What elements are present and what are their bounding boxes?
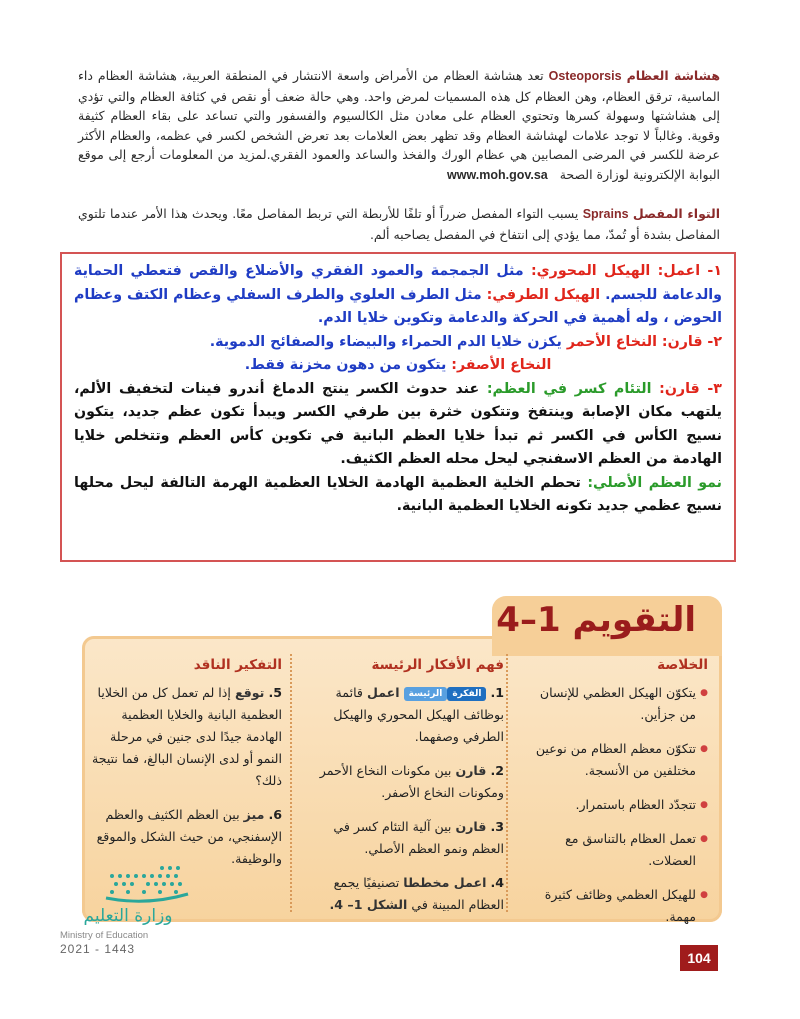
summary-heading: الخلاصة <box>657 657 708 673</box>
osteoporosis-term: هشاشة العظام <box>626 68 720 83</box>
summary-column <box>520 654 708 940</box>
moh-url[interactable]: www.moh.gov.sa <box>447 167 548 182</box>
question-4 <box>302 872 504 916</box>
question-text: بين العظم الكثيف والعظم الإسفنجي، من حيث الشكل والموقع والوظيفة. <box>96 807 282 866</box>
question-2 <box>302 760 504 804</box>
sprains-paragraph <box>78 204 720 244</box>
question-text: بين آلية التئام كسر في العظم ونمو العظم الأصلي. <box>333 819 504 856</box>
axial-skeleton-term: الهيكل المحوري: <box>531 263 651 279</box>
answer-1 <box>74 260 722 331</box>
answer-1-label: ١- اعمل: <box>657 263 722 279</box>
appendicular-skeleton-term: الهيكل الطرفي: <box>486 286 601 303</box>
ministry-name-arabic: وزارة التعليم <box>83 906 173 926</box>
question-verb: توقع <box>234 685 265 700</box>
figure-reference: الشكل 1– 4. <box>329 897 408 912</box>
question-verb: قارن <box>455 763 487 778</box>
question-number: 4. <box>490 875 504 890</box>
summary-item: ● تعمل العظام بالتناسق مع العضلات. <box>520 828 708 872</box>
bone-growth-text: تحطم الخلية العظمية الهادمة الخلايا العظمية الهرمة التالفة ليحل محلها نسيج عظمي جديد تكونه الخلايا العظمية البانية. <box>74 474 722 514</box>
question-5 <box>86 682 282 792</box>
ministry-logo <box>58 858 208 958</box>
appendicular-skeleton-text: مثل الطرف العلوي والطرف السفلي وعظام الكتف وعظام الحوض ، وله أهمية في الحركة والدعامة وتكوين خلايا الدم. <box>74 286 722 326</box>
question-number: 1. <box>490 685 504 700</box>
question-verb: اعمل <box>366 685 400 700</box>
summary-item: ● تتجدّد العظام باستمرار. <box>520 794 708 816</box>
question-number: 5. <box>268 685 282 700</box>
question-number: 2. <box>490 763 504 778</box>
page-number: 104 <box>680 945 718 971</box>
axial-skeleton-text: مثل الجمجمة والعمود الفقري والأضلاع والقص فتعطي الحماية والدعامة للجسم. <box>74 263 722 303</box>
question-number: 3. <box>490 819 504 834</box>
osteoporosis-term-en: Osteoporsis <box>548 69 622 83</box>
answers-box <box>60 252 736 562</box>
sprains-term: التواء المفصل <box>632 206 720 221</box>
edition-year: 2021 - 1443 <box>60 942 136 956</box>
main-idea-tag: الفكرة <box>447 687 486 701</box>
main-ideas-column <box>302 654 504 928</box>
osteoporosis-paragraph <box>78 66 720 185</box>
ministry-name-english: Ministry of Education <box>60 930 149 941</box>
question-text: تصنيفيًا يجمع العظام المبينة في <box>333 875 504 912</box>
main-idea-tag: الرئيسة <box>404 687 448 701</box>
fracture-healing-text: عند حدوث الكسر ينتج الدماغ أندرو فينات لتخفيف الألم، يلتهب مكان الإصابة وينتفخ وتتكون خثرة بين طرفي الكسر ويبدأ تكون عظم جديد، يتكون نسيج الكأس في الكسر ثم تبدأ خلايا العظم البانية في تكوين كأس العظم وتتخلص خلايا الهادمة من العظم الاسفنجي ليحل محله العظم الكثيف. <box>74 380 722 467</box>
ministry-emblem-icon <box>102 862 192 904</box>
question-verb: ميز <box>243 807 265 822</box>
question-text: إذا لم تعمل كل من الخلايا العظمية البانية والخلايا العظمية الهادمة جيدًا لدى جنين في مرحلة النمو أو لدى الإنسان البالغ، فما نتيجة ذلك؟ <box>91 685 282 788</box>
answer-2-yellow <box>74 354 722 378</box>
answer-2 <box>74 331 722 355</box>
critical-thinking-column <box>86 654 282 882</box>
question-1 <box>302 682 504 748</box>
question-text: قائمة بوظائف الهيكل المحوري والهيكل الطرفي وصفهما. <box>333 685 504 744</box>
red-marrow-term: النخاع الأحمر <box>566 333 657 350</box>
osteoporosis-text: تعد هشاشة العظام من الأمراض واسعة الانتشار في المنطقة العربية، هشاشة العظام داء الماسية، ترقق العظام، وهن العظام كل هذه المسميات لمرض واحد. وهي حالة ضعف أو نقص في كثافة العظام والتي تؤدي إلى هشاشتها وسهولة كسرها وتحتوي العظام على معادن مثل الكالسيوم والفسفور والتي تساعد على بقاء العظام كثيفة وقوية. وغالباً لا توجد علامات لهشاشة العظام وقد تظهر بعض العلامات بعد تعرض الشخص لكسر في عظمه، والعظام الأكثر عرضة للكسر في المرضى المصابين هي عظام الورك والفخذ والساعد والعمود الفقري.لمزيد من المعلومات أرجع إلى موقع البوابة الإلكترونية لوزارة الصحة <box>78 68 720 182</box>
bone-growth-term: نمو العظم الأصلي: <box>587 474 722 491</box>
main-ideas-heading: فهم الأفكار الرئيسة <box>371 657 504 673</box>
yellow-marrow-term: النخاع الأصفر: <box>451 357 552 373</box>
question-verb: اعمل مخططا <box>403 875 487 890</box>
fracture-healing-term: التئام كسر في العظم: <box>486 380 652 397</box>
summary-item: ● يتكوّن الهيكل العظمي للإنسان من جزأين. <box>520 682 708 726</box>
summary-item: ● تتكوّن معظم العظام من نوعين مختلفين من الأنسجة. <box>520 738 708 782</box>
answer-3-label: ٣- قارن: <box>659 380 722 397</box>
sprains-text: يسبب التواء المفصل ضرراً أو تلفًا للأربطة التي تربط المفاصل معًا. ويحدث هذا الأمر عندما تلتوي المفاصل بشدة أو تُمدّ، مما يؤدي إلى انتفاخ في المفصل يصاحبه ألم. <box>78 206 720 242</box>
yellow-marrow-text: يتكون من دهون مخزنة فقط. <box>244 357 447 373</box>
red-marrow-text: يكزن خلايا الدم الحمراء والبيضاء والصفائح الدموية. <box>209 333 562 350</box>
answer-3 <box>74 378 722 472</box>
question-number: 6. <box>268 807 282 822</box>
column-divider <box>506 654 508 912</box>
review-title: التقويم 1–4 <box>496 600 696 640</box>
answer-2-label: ٢- قارن: <box>661 333 722 350</box>
sprains-term-en: Sprains <box>582 207 629 221</box>
answer-3-growth <box>74 472 722 519</box>
question-text: بين مكونات النخاع الأحمر ومكونات النخاع الأصفر. <box>319 763 504 800</box>
summary-item: ● للهيكل العظمي وظائف كثيرة مهمة. <box>520 884 708 928</box>
question-3 <box>302 816 504 860</box>
critical-thinking-heading: التفكير الناقد <box>193 657 282 673</box>
question-verb: قارن <box>455 819 487 834</box>
column-divider <box>290 654 292 912</box>
